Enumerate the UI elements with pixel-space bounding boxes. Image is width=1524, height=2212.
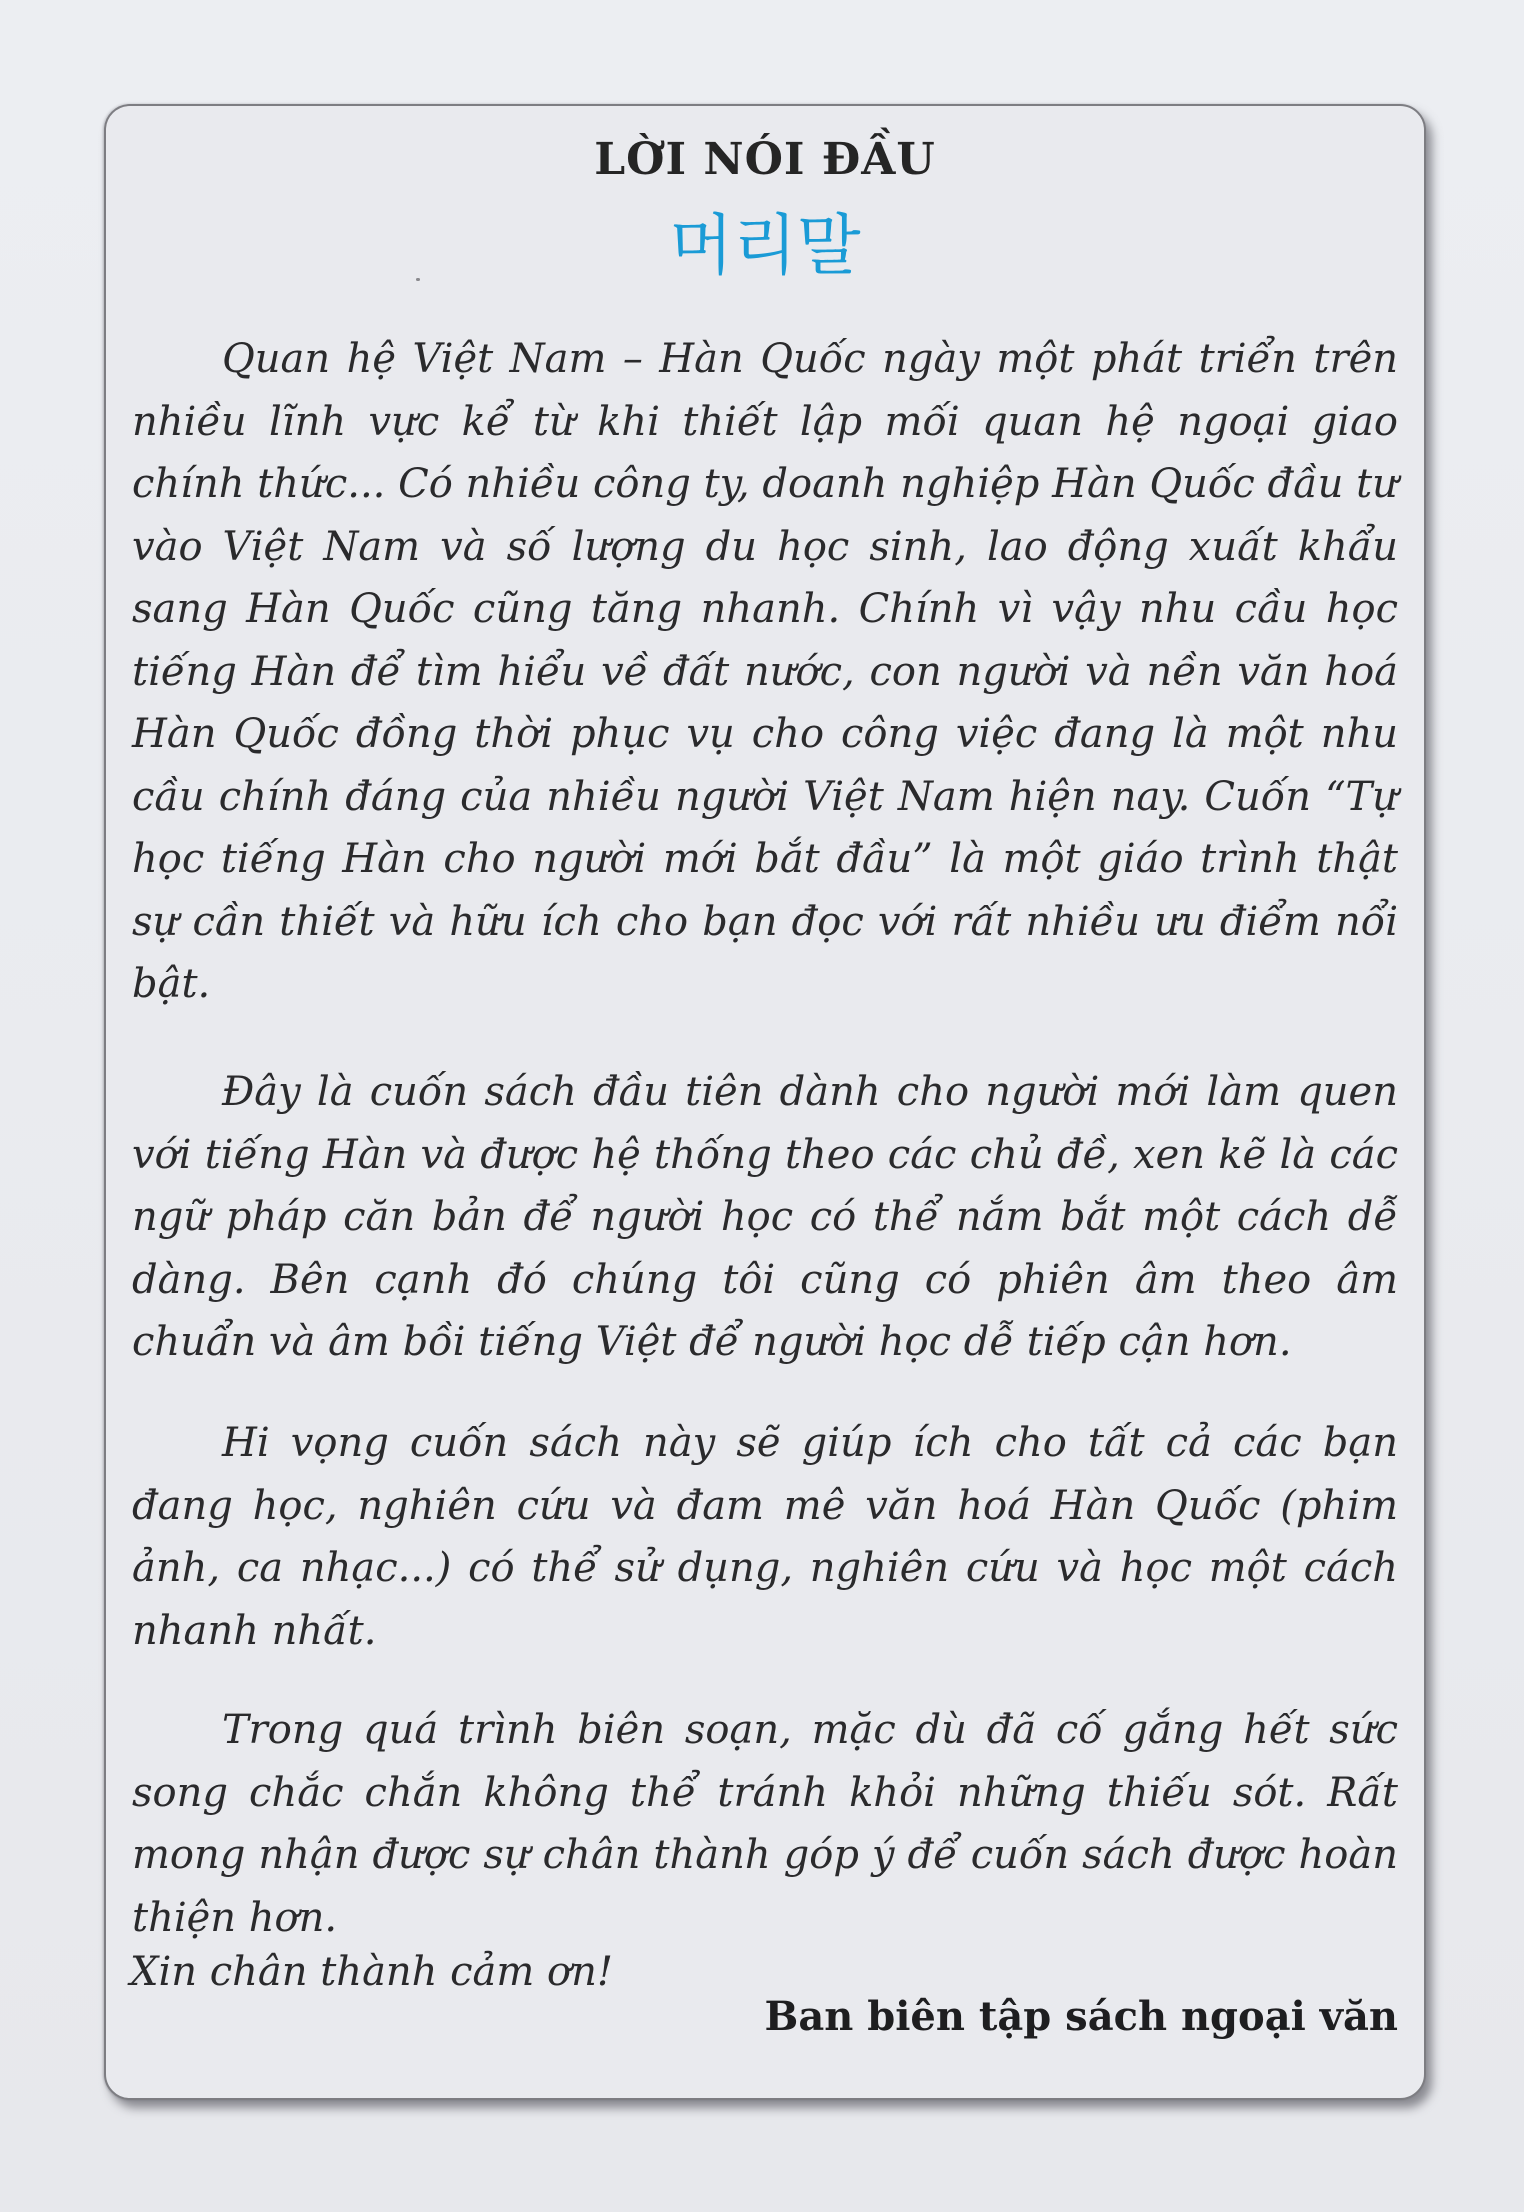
print-speck <box>416 278 420 281</box>
editorial-signature: Ban biên tập sách ngoại văn <box>764 1993 1398 2040</box>
korean-subtitle: 머리말 <box>669 207 861 284</box>
paragraph-text: Hi vọng cuốn sách này sẽ giúp ích cho tất cả các bạn đang học, nghiên cứu và đam mê văn hoá Hàn Quốc (phim ảnh, ca nhạc...) có thể sử dụng, nghiên cứu và học một cách nhanh nhất. <box>132 1420 1398 1654</box>
paragraph-text: Trong quá trình biên soạn, mặc dù đã cố gắng hết sức song chắc chắn không thể tránh khỏi những thiếu sót. Rất mong nhận được sự chân thành góp ý để cuốn sách được hoàn thiện hơn. <box>132 1707 1398 1941</box>
preface-card <box>104 104 1426 2100</box>
page-title: LỜI NÓI ĐẦU <box>594 134 936 185</box>
paragraph-hope <box>132 1412 1398 1662</box>
paragraph-text: Quan hệ Việt Nam – Hàn Quốc ngày một phát triển trên nhiều lĩnh vực kể từ khi thiết lập mối quan hệ ngoại giao chính thức... Có nhiều công ty, doanh nghiệp Hàn Quốc đầu tư vào Việt Nam và số lượng du học sinh, lao động xuất khẩu sang Hàn Quốc cũng tăng nhanh. Chính vì vậy nhu cầu học tiếng Hàn để tìm hiểu về đất nước, con người và nền văn hoá Hàn Quốc đồng thời phục vụ cho công việc đang là một nhu cầu chính đáng của nhiều người Việt Nam hiện nay. Cuốn “Tự học tiếng Hàn cho người mới bắt đầu” là một giáo trình thật sự cần thiết và hữu ích cho bạn đọc với rất nhiều ưu điểm nổi bật. <box>132 336 1398 1007</box>
paragraph-intro <box>132 328 1398 1016</box>
paragraph-text: Đây là cuốn sách đầu tiên dành cho người mới làm quen với tiếng Hàn và được hệ thống theo các chủ đề, xen kẽ là các ngữ pháp căn bản để người học có thể nắm bắt một cách dễ dàng. Bên cạnh đó chúng tôi cũng có phiên âm theo âm chuẩn và âm bồi tiếng Việt để người học dễ tiếp cận hơn. <box>132 1069 1398 1365</box>
thanks-line: Xin chân thành cảm ơn! <box>130 1949 613 1995</box>
paragraph-feedback <box>132 1699 1398 1949</box>
paragraph-book-description <box>132 1061 1398 1374</box>
